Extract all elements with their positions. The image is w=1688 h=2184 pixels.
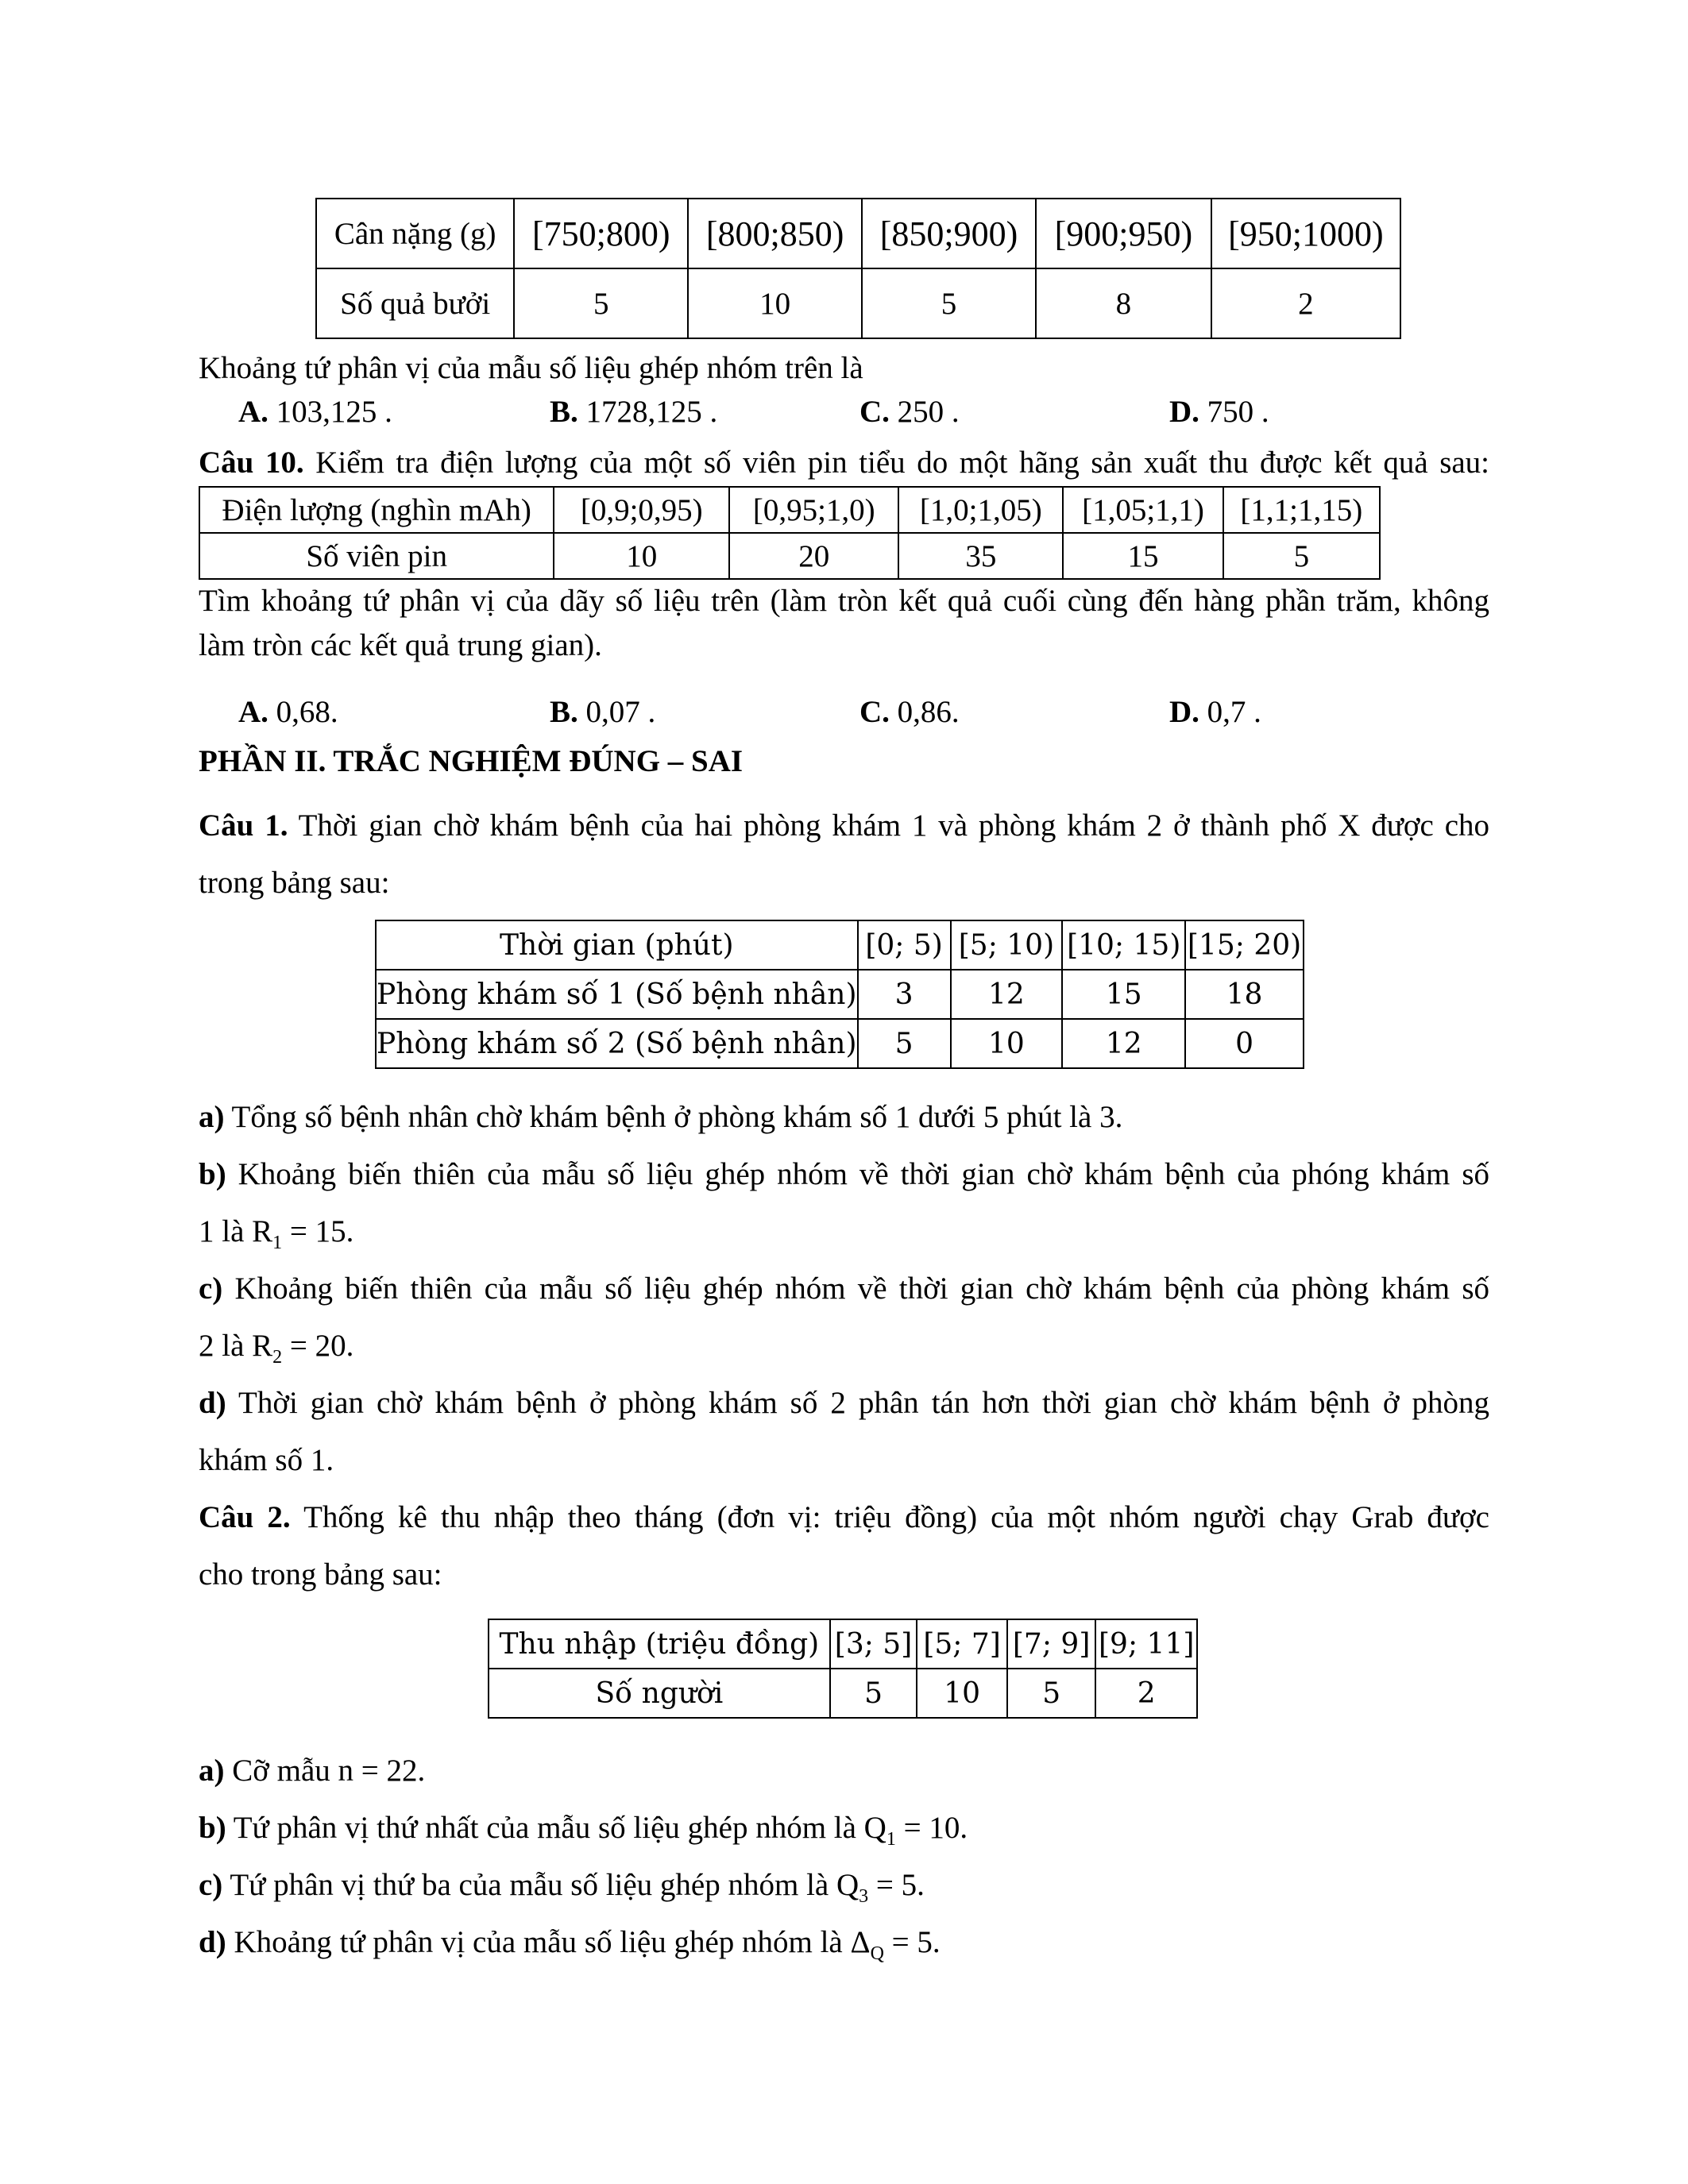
table-cell: 2 <box>1095 1669 1197 1718</box>
interval-cell: [1,1;1,15) <box>1223 487 1380 533</box>
table-cell: 12 <box>1062 1019 1185 1068</box>
question-10-prompt-line2: làm tròn các kết quả trung gian). <box>199 628 602 662</box>
question-prompt: Khoảng tứ phân vị của mẫu số liệu ghép nhóm trên là <box>199 351 863 385</box>
table-row-label: Số viên pin <box>199 533 554 579</box>
table-header-cell: Cân nặng (g) <box>316 199 514 268</box>
question-10-text: Câu 10. Kiểm tra điện lượng của một số viên pin tiểu do một hãng sản xuất thu được kết quả sau: <box>199 446 1490 480</box>
table-row-label: Số quả bưởi <box>316 268 514 338</box>
table-cell: 18 <box>1185 970 1304 1019</box>
table-row <box>489 1619 1197 1669</box>
statement-b-line1: b) Khoảng biến thiên của mẫu số liệu ghép nhóm về thời gian chờ khám bệnh của phóng khám số <box>199 1157 1489 1191</box>
answer-option: C. 0,86. <box>859 695 960 729</box>
statement-b-line2: 1 là $R_1 = 15$. <box>199 1214 354 1253</box>
table-cell: 5 <box>862 268 1036 338</box>
answer-option: A. 103,125 . <box>238 395 392 429</box>
table-cell: 5 <box>1007 1669 1096 1718</box>
question-1-text-line2: trong bảng sau: <box>199 866 390 900</box>
question-1-text-line1: Câu 1. Thời gian chờ khám bệnh của hai phòng khám 1 và phòng khám 2 ở thành phố X được cho <box>199 808 1490 843</box>
interval-cell: [9; 11] <box>1095 1619 1197 1669</box>
section-heading: PHẦN II. TRẮC NGHIỆM ĐÚNG – SAI <box>199 744 744 778</box>
table-cell: 15 <box>1063 533 1223 579</box>
interval-cell: [850;900) <box>862 199 1036 268</box>
table-cell: 3 <box>858 970 951 1019</box>
table-cell: 10 <box>951 1019 1063 1068</box>
interval-cell: [950;1000) <box>1211 199 1400 268</box>
table-row <box>316 199 1400 268</box>
question-10-prompt-line1: Tìm khoảng tứ phân vị của dãy số liệu trên (làm tròn kết quả cuối cùng đến hàng phần trăm, không <box>199 584 1489 618</box>
table-cell: 2 <box>1211 268 1400 338</box>
statement-a: a) Cỡ mẫu n = 22. <box>199 1754 426 1788</box>
interval-cell: [5; 7] <box>917 1619 1007 1669</box>
table-row-label: Phòng khám số 2 (Số bệnh nhân) <box>376 1019 858 1068</box>
table-header-cell: Thời gian (phút) <box>376 920 858 970</box>
interval-cell: [900;950) <box>1036 199 1211 268</box>
weight-table <box>315 198 1401 339</box>
interval-cell: [7; 9] <box>1007 1619 1096 1669</box>
table-header-cell: Thu nhập (triệu đồng) <box>489 1619 830 1669</box>
statement-d: d) Khoảng tứ phân vị của mẫu số liệu ghép nhóm là $\Delta_Q = 5$. <box>199 1925 941 1964</box>
answer-option: D. 0,7 . <box>1169 695 1261 729</box>
answer-option: A. 0,68. <box>238 695 338 729</box>
statement-c-line2: 2 là $R_2 = 20$. <box>199 1329 354 1368</box>
statement-c-line1: c) Khoảng biến thiên của mẫu số liệu ghép nhóm về thời gian chờ khám bệnh của phòng khám số <box>199 1271 1489 1306</box>
battery-table <box>199 486 1381 580</box>
table-cell: 5 <box>858 1019 951 1068</box>
question-2-text-line2: cho trong bảng sau: <box>199 1557 442 1592</box>
interval-cell: [1,0;1,05) <box>898 487 1063 533</box>
table-cell: 5 <box>1223 533 1380 579</box>
interval-cell: [1,05;1,1) <box>1063 487 1223 533</box>
answer-option: B. 1728,125 . <box>550 395 718 429</box>
table-cell: 12 <box>951 970 1063 1019</box>
table-row <box>316 268 1400 338</box>
table-row <box>376 920 1304 970</box>
table-cell: 8 <box>1036 268 1211 338</box>
interval-cell: [5; 10) <box>951 920 1063 970</box>
table-row <box>199 487 1380 533</box>
table-row-label: Phòng khám số 1 (Số bệnh nhân) <box>376 970 858 1019</box>
table-header-cell: Điện lượng (nghìn mAh) <box>199 487 554 533</box>
interval-cell: [0,95;1,0) <box>729 487 898 533</box>
clinic-table <box>375 920 1304 1069</box>
table-row <box>376 1019 1304 1068</box>
table-row <box>489 1669 1197 1718</box>
interval-cell: [0; 5) <box>858 920 951 970</box>
table-cell: 20 <box>729 533 898 579</box>
answer-option: D. 750 . <box>1169 395 1269 429</box>
answer-option: B. 0,07 . <box>550 695 656 729</box>
table-cell: 15 <box>1062 970 1185 1019</box>
table-cell: 10 <box>554 533 729 579</box>
statement-b: b) Tứ phân vị thứ nhất của mẫu số liệu ghép nhóm là $Q_1 = 10$. <box>199 1811 968 1850</box>
interval-cell: [0,9;0,95) <box>554 487 729 533</box>
question-2-text-line1: Câu 2. Thống kê thu nhập theo tháng (đơn vị: triệu đồng) của một nhóm người chạy Grab được <box>199 1500 1489 1534</box>
table-cell: 10 <box>688 268 862 338</box>
table-cell: 10 <box>917 1669 1007 1718</box>
interval-cell: [15; 20) <box>1185 920 1304 970</box>
statement-a: a) Tổng số bệnh nhân chờ khám bệnh ở phòng khám số 1 dưới 5 phút là 3. <box>199 1100 1123 1134</box>
statement-d-line2: khám số 1. <box>199 1443 334 1477</box>
income-table <box>488 1619 1198 1719</box>
answer-option: C. 250 . <box>859 395 960 429</box>
statement-d-line1: d) Thời gian chờ khám bệnh ở phòng khám số 2 phân tán hơn thời gian chờ khám bệnh ở phòng <box>199 1386 1490 1420</box>
table-cell: 5 <box>830 1669 917 1718</box>
table-cell: 5 <box>514 268 688 338</box>
statement-c: c) Tứ phân vị thứ ba của mẫu số liệu ghép nhóm là $Q_3 = 5$. <box>199 1868 925 1907</box>
interval-cell: [10; 15) <box>1062 920 1185 970</box>
interval-cell: [750;800) <box>514 199 688 268</box>
table-row <box>199 533 1380 579</box>
table-cell: 35 <box>898 533 1063 579</box>
table-row-label: Số người <box>489 1669 830 1718</box>
interval-cell: [3; 5] <box>830 1619 917 1669</box>
table-cell: 0 <box>1185 1019 1304 1068</box>
table-row <box>376 970 1304 1019</box>
interval-cell: [800;850) <box>688 199 862 268</box>
